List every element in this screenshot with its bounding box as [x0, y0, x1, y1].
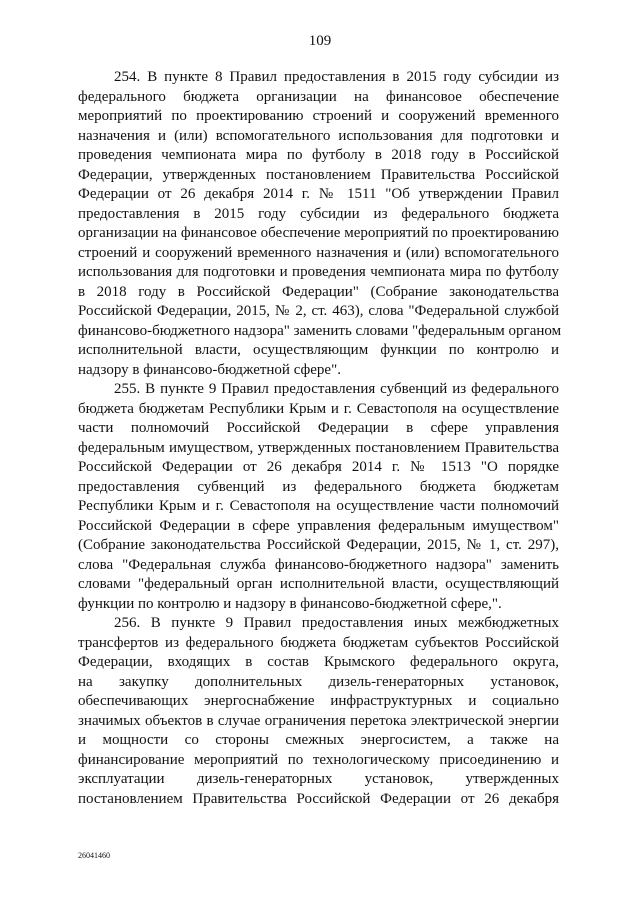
- text-line: Российской Федерации от 26 декабря 2014 г. № 1513 "О порядке: [78, 459, 559, 475]
- text-line: 256. В пункте 9 Правил предоставления иных межбюджетных: [114, 615, 559, 631]
- text-line: федерального бюджета организации на финансовое обеспечение: [78, 88, 559, 105]
- text-line: постановлением Правительства Российской Федерации от 26 декабря: [78, 790, 559, 807]
- text-line: значимых объектов в случае ограничения перетока электрической энергии: [78, 712, 559, 729]
- text-line: (Собрание законодательства Российской Федерации, 2015, № 1, ст. 297),: [78, 537, 559, 553]
- text-line: словами "федеральный орган исполнительной власти, осуществляющий: [78, 576, 559, 592]
- text-line: Федерации, утвержденных постановлением Правительства Российской: [78, 166, 559, 183]
- text-line: бюджета бюджетам Республики Крым и г. Севастополя на осуществление: [78, 400, 559, 417]
- text-line: Российской Федерации в сфере управления федеральным имуществом": [78, 517, 559, 534]
- text-line: части полномочий Российской Федерации в сфере управления: [78, 420, 559, 436]
- text-line: Республики Крым и г. Севастополя на осуществление части полномочий: [78, 498, 559, 514]
- text-line: функции по контролю и надзору в финансово-бюджетной сфере,".: [78, 595, 502, 612]
- text-line: на закупку дополнительных дизель-генераторных установок,: [78, 673, 559, 690]
- text-line: финансово-бюджетного надзора" заменить словами "федеральным органом: [78, 322, 562, 339]
- body-text: [78, 68, 562, 809]
- page-number: 109: [308, 33, 332, 49]
- text-line: Российской Федерации, 2015, № 2, ст. 463), слова "Федеральной службой: [78, 303, 559, 319]
- text-line: эксплуатации дизель-генераторных установок, утвержденных: [78, 771, 559, 787]
- text-line: мероприятий по проектированию строений и сооружений временного: [78, 108, 559, 124]
- text-line: предоставления субвенций из федерального бюджета бюджетам: [78, 478, 559, 495]
- text-line: финансирование мероприятий по технологическому присоединению и: [78, 751, 559, 768]
- text-line: исполнительной власти, осуществляющим функции по контролю и: [78, 342, 559, 358]
- document-code: 26041460: [78, 851, 110, 860]
- text-line: слова "Федеральная служба финансово-бюджетного надзора" заменить: [78, 556, 559, 573]
- text-line: Федерации от 26 декабря 2014 г. № 1511 "Об утверждении Правил: [78, 186, 559, 202]
- text-line: назначения и (или) вспомогательного использования для подготовки и: [78, 127, 559, 144]
- text-line: предоставления в 2015 году субсидии из федерального бюджета: [78, 205, 559, 222]
- text-line: федеральным имуществом, утвержденных постановлением Правительства: [78, 439, 559, 456]
- text-line: надзору в финансово-бюджетной сфере".: [78, 361, 341, 378]
- text-line: проведения чемпионата мира по футболу в 2018 году в Российской: [78, 147, 559, 163]
- text-line: организации на финансовое обеспечение мероприятий по проектированию: [78, 225, 559, 241]
- text-line: использования для подготовки и проведения чемпионата мира по футболу: [78, 264, 559, 280]
- text-line: трансфертов из федерального бюджета бюджетам субъектов Российской: [78, 634, 559, 651]
- text-line: 254. В пункте 8 Правил предоставления в 2015 году субсидии из: [114, 69, 559, 85]
- text-line: строений и сооружений временного назначения и (или) вспомогательного: [78, 244, 559, 261]
- text-line: Федерации, входящих в состав Крымского федерального округа,: [78, 654, 559, 670]
- text-line: в 2018 году в Российской Федерации" (Собрание законодательства: [78, 283, 559, 300]
- text-line: 255. В пункте 9 Правил предоставления субвенций из федерального: [114, 381, 559, 397]
- text-line: и мощности со стороны смежных энергосистем, а также на: [78, 732, 559, 748]
- text-line: обеспечивающих энергоснабжение инфраструктурных и социально: [78, 693, 559, 709]
